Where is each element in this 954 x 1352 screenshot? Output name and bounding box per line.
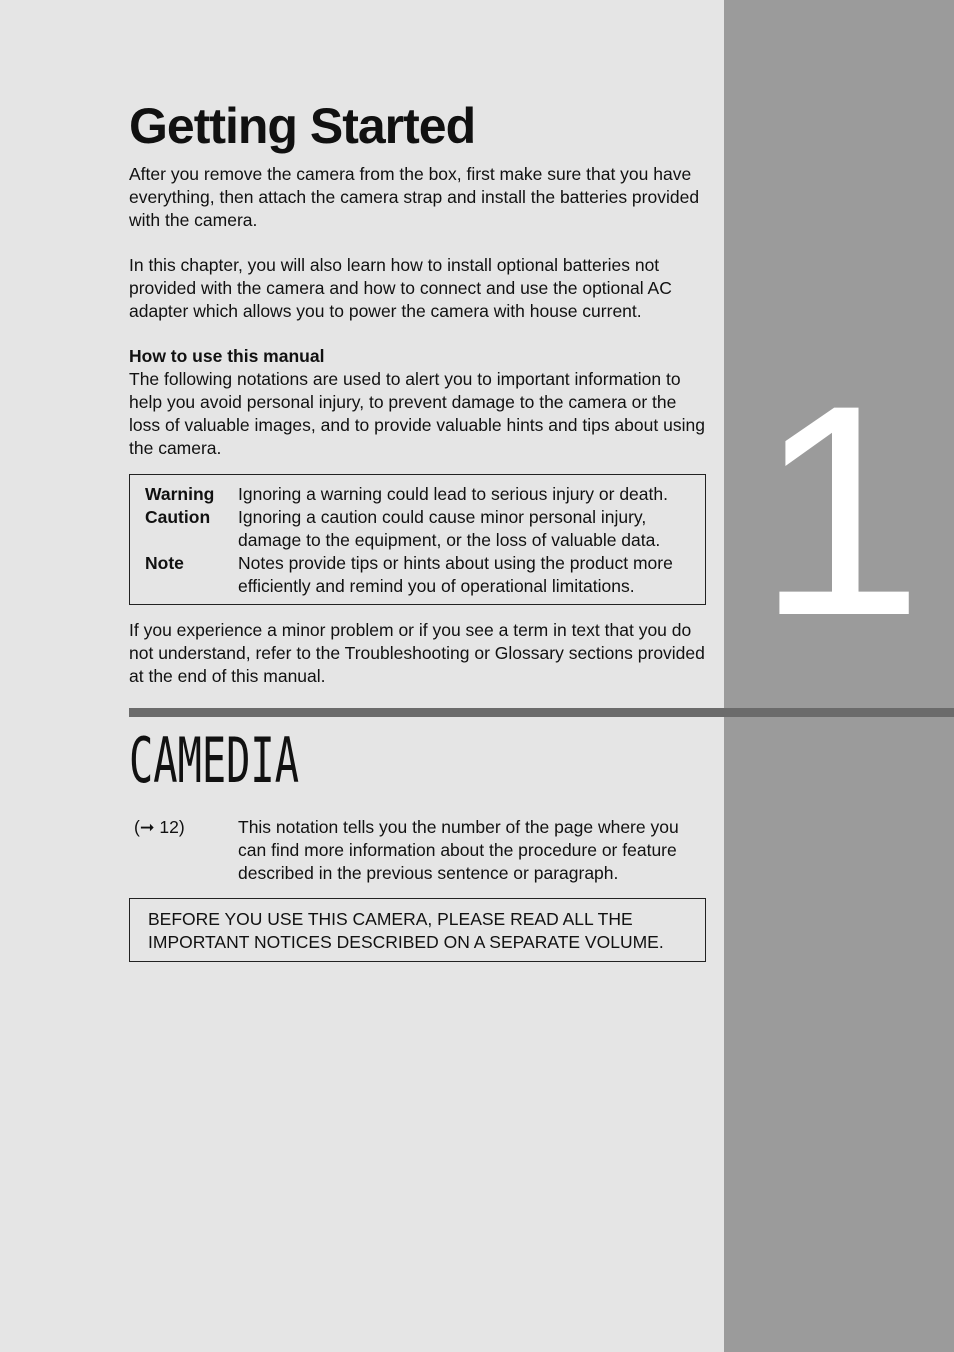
notations-box: [129, 474, 706, 605]
notation-desc: Ignoring a caution could cause minor personal injury, damage to the equipment, or the loss of valuable data.: [238, 507, 661, 550]
page-ref-desc: This notation tells you the number of the page where you can find more information about the procedure or feature described in the previous sentence or paragraph.: [238, 817, 679, 883]
camedia-logo: [129, 724, 301, 797]
main-content: [129, 96, 709, 688]
page-ref-notation: [129, 816, 709, 885]
intro-paragraph-2: In this chapter, you will also learn how to install optional batteries not provided with the camera and how to connect and use the optional AC adapter which allows you to power the camera with house current.: [129, 255, 672, 321]
logo-text: CAMEDIA: [129, 724, 299, 797]
notation-term: Caution: [145, 507, 211, 527]
page-title: Getting Started: [129, 98, 476, 154]
important-notice-box: [129, 898, 706, 962]
notation-caution: [130, 506, 705, 552]
notation-desc: Ignoring a warning could lead to serious injury or death.: [238, 484, 668, 504]
notation-desc: Notes provide tips or hints about using the product more efficiently and remind you of operational limitations.: [238, 553, 673, 596]
notation-warning: [130, 483, 705, 506]
section-divider: [129, 708, 954, 717]
troubleshooting-paragraph: If you experience a minor problem or if you see a term in text that you do not understand, refer to the Troubleshooting or Glossary sections provided at the end of this manual.: [129, 620, 705, 686]
important-notice-text: BEFORE YOU USE THIS CAMERA, PLEASE READ ALL THE IMPORTANT NOTICES DESCRIBED ON A SEPARATE VOLUME.: [148, 909, 664, 952]
manual-text: The following notations are used to alert you to important information to help you avoid personal injury, to prevent damage to the camera or the loss of valuable images, and to provide valuable hints and tips about using the camera.: [129, 369, 705, 458]
notation-term: Note: [145, 553, 184, 573]
intro-paragraph-1: After you remove the camera from the box, first make sure that you have everything, then attach the camera strap and install the batteries provided with the camera.: [129, 164, 700, 230]
chapter-number: 1: [756, 342, 924, 678]
notation-note: [130, 552, 705, 598]
manual-heading: How to use this manual: [129, 346, 325, 366]
page-ref-term: (➞ 12): [134, 817, 185, 837]
notation-term: Warning: [145, 484, 215, 504]
